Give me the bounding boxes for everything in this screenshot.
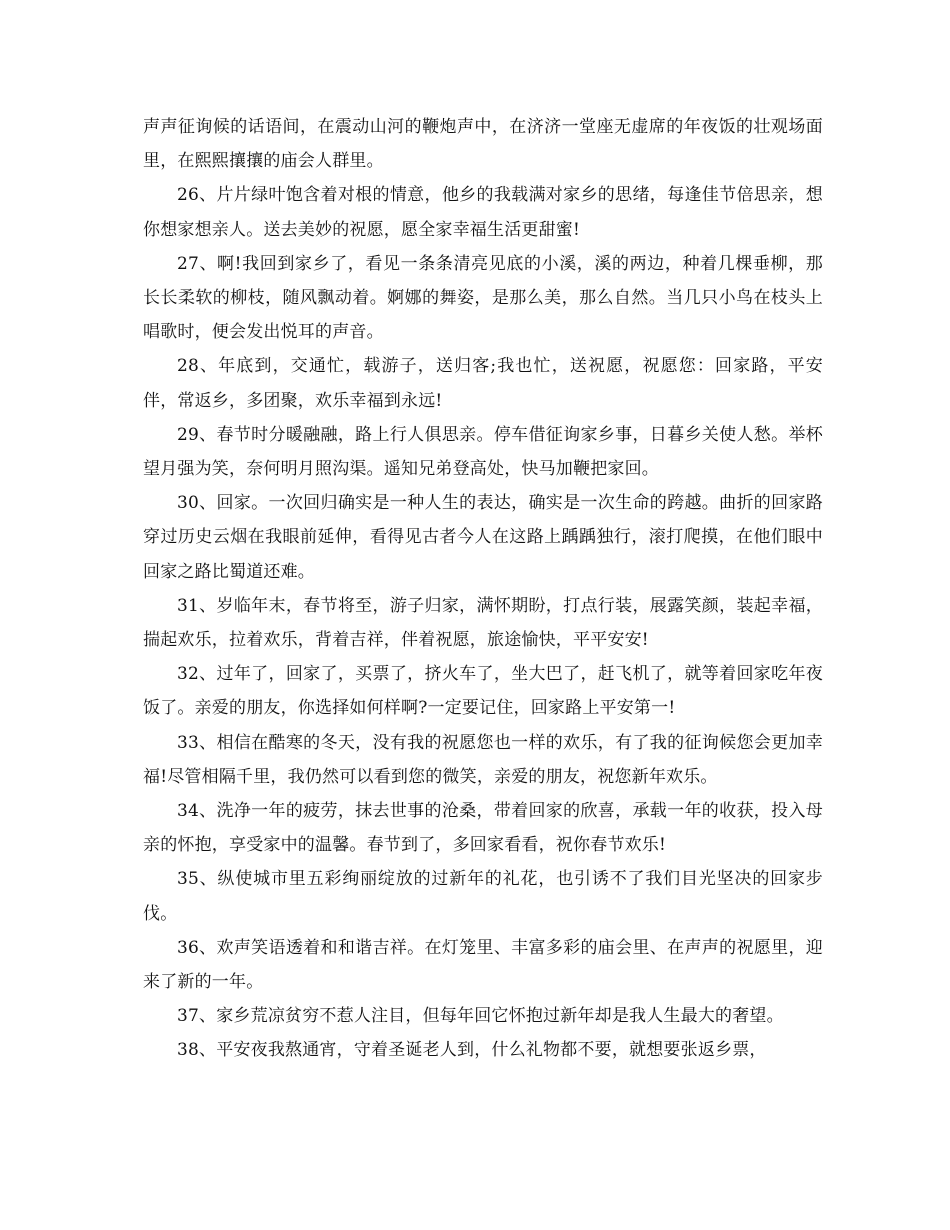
paragraph-31: 31、岁临年末，春节将至，游子归家，满怀期盼，打点行装，展露笑颜，装起幸福，揣起欢乐，拉着欢乐，背着吉祥，伴着祝愿，旅途愉快，平平安安! (143, 595, 823, 651)
paragraph-34: 34、洗净一年的疲劳，抹去世事的沧桑，带着回家的欣喜，承载一年的收获，投入母亲的怀抱，享受家中的温馨。春节到了，多回家看看，祝你春节欢乐! (143, 801, 823, 856)
paragraph-36: 36、欢声笑语透着和和谐吉祥。在灯笼里、丰富多彩的庙会里、在声声的祝愿里，迎来了新的一年。 (143, 937, 823, 993)
document-body (143, 110, 823, 1068)
paragraph-28: 28、年底到，交通忙，载游子，送归客;我也忙，送祝愿，祝愿您：回家路，平安伴，常返乡，多团聚，欢乐幸福到永远! (143, 356, 823, 411)
paragraph-27: 27、啊!我回到家乡了，看见一条条清亮见底的小溪，溪的两边，种着几棵垂柳，那长长柔软的柳枝，随风飘动着。婀娜的舞姿，是那么美，那么自然。当几只小鸟在枝头上唱歌时，便会发出悦耳的声音。 (143, 253, 823, 343)
paragraph-26: 26、片片绿叶饱含着对根的情意，他乡的我载满对家乡的思绪，每逢佳节倍思亲，想你想家想亲人。送去美妙的祝愿，愿全家幸福生活更甜蜜! (143, 185, 823, 240)
paragraph-continuation: 声声征询候的话语间，在震动山河的鞭炮声中，在济济一堂座无虚席的年夜饭的壮观场面里，在熙熙攘攘的庙会人群里。 (143, 117, 823, 172)
paragraph-35: 35、纵使城市里五彩绚丽绽放的过新年的礼花，也引诱不了我们目光坚决的回家步伐。 (143, 869, 823, 924)
paragraph-30: 30、回家。一次回归确实是一种人生的表达，确实是一次生命的跨越。曲折的回家路穿过历史云烟在我眼前延伸，看得见古者今人在这路上踽踽独行，滚打爬摸，在他们眼中回家之路比蜀道还难。 (143, 493, 823, 582)
paragraph-29: 29、春节时分暖融融，路上行人俱思亲。停车借征询家乡事，日暮乡关使人愁。举杯望月强为笑，奈何明月照沟渠。遥知兄弟登高处，快马加鞭把家回。 (143, 424, 823, 480)
paragraph-33: 33、相信在酷寒的冬天，没有我的祝愿您也一样的欢乐，有了我的征询候您会更加幸福!尽管相隔千里，我仍然可以看到您的微笑，亲爱的朋友，祝您新年欢乐。 (143, 732, 823, 787)
paragraph-37: 37、家乡荒凉贫穷不惹人注目，但每年回它怀抱过新年却是我人生最大的奢望。 (177, 1006, 784, 1027)
paragraph-32: 32、过年了，回家了，买票了，挤火车了，坐大巴了，赶飞机了，就等着回家吃年夜饭了。亲爱的朋友，你选择如何样啊?一定要记住，回家路上平安第一! (143, 664, 823, 719)
paragraph-38: 38、平安夜我熬通宵，守着圣诞老人到，什么礼物都不要，就想要张返乡票， (177, 1040, 767, 1061)
